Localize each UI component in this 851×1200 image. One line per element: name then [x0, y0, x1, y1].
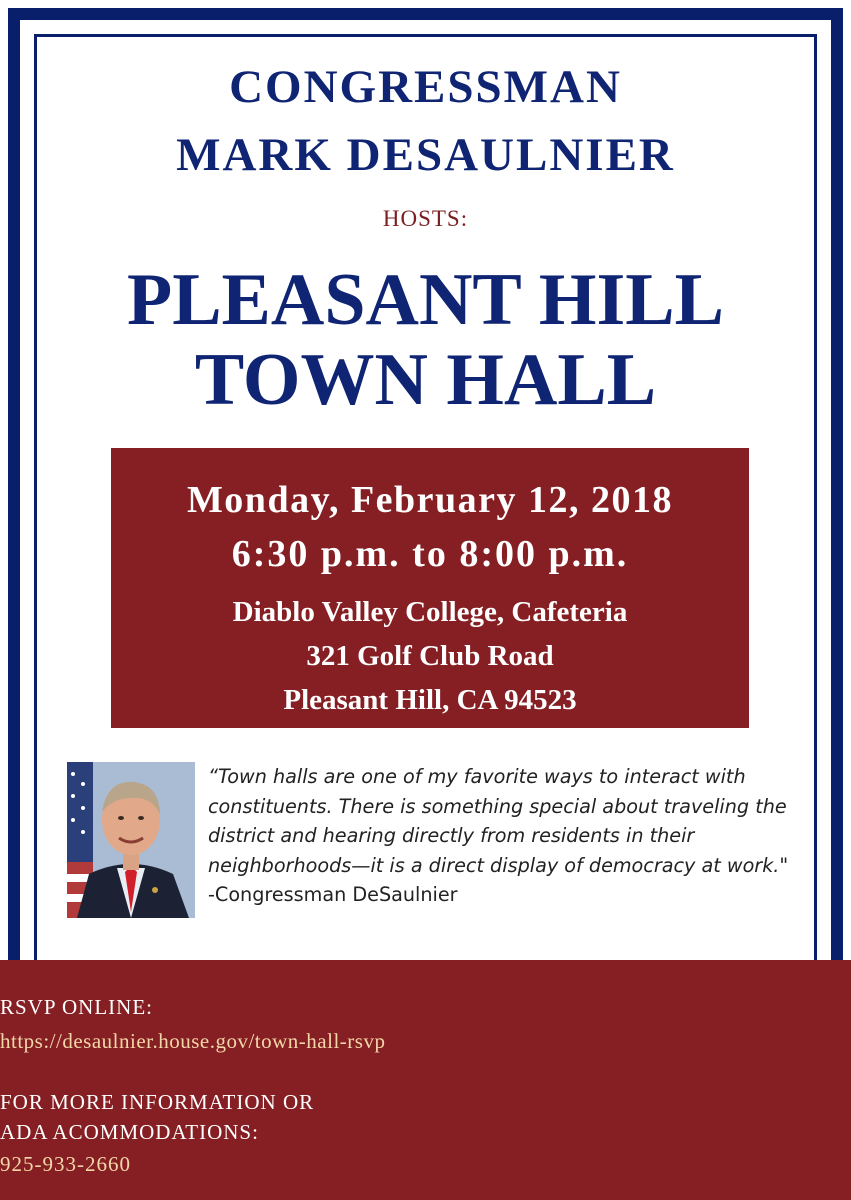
rsvp-link[interactable]: https://desaulnier.house.gov/town-hall-rsvp: [0, 1029, 386, 1053]
quote-text: “Town halls are one of my favorite ways to interact with constituents. There is something special about traveling the district and hearing directly from residents in their neighborhoods—it is a direct display of democracy at work.": [208, 765, 789, 877]
title-name: MARK DESAULNIER: [176, 129, 675, 181]
quote-block: [208, 762, 808, 910]
event-city: Pleasant Hill, CA 94523: [283, 684, 577, 716]
rsvp-label: RSVP ONLINE:: [0, 995, 153, 1019]
event-street: 321 Golf Club Road: [306, 640, 554, 672]
event-time: 6:30 p.m. to 8:00 p.m.: [231, 533, 629, 575]
event-title-line2: TOWN HALL: [194, 339, 657, 421]
event-details-box: [111, 448, 749, 728]
info-line-1: FOR MORE INFORMATION OR: [0, 1090, 315, 1114]
congressman-photo: [67, 762, 195, 918]
phone-number[interactable]: 925-933-2660: [0, 1152, 131, 1176]
event-date: Monday, February 12, 2018: [186, 479, 674, 521]
event-title-line1: PLEASANT HILL: [127, 259, 724, 341]
hosts-label: HOSTS:: [382, 206, 469, 231]
title-congressman: CONGRESSMAN: [229, 61, 622, 113]
event-venue: Diablo Valley College, Cafeteria: [232, 596, 628, 628]
quote-attribution: -Congressman DeSaulnier: [208, 883, 458, 906]
info-line-2: ADA ACOMMODATIONS:: [0, 1120, 259, 1144]
